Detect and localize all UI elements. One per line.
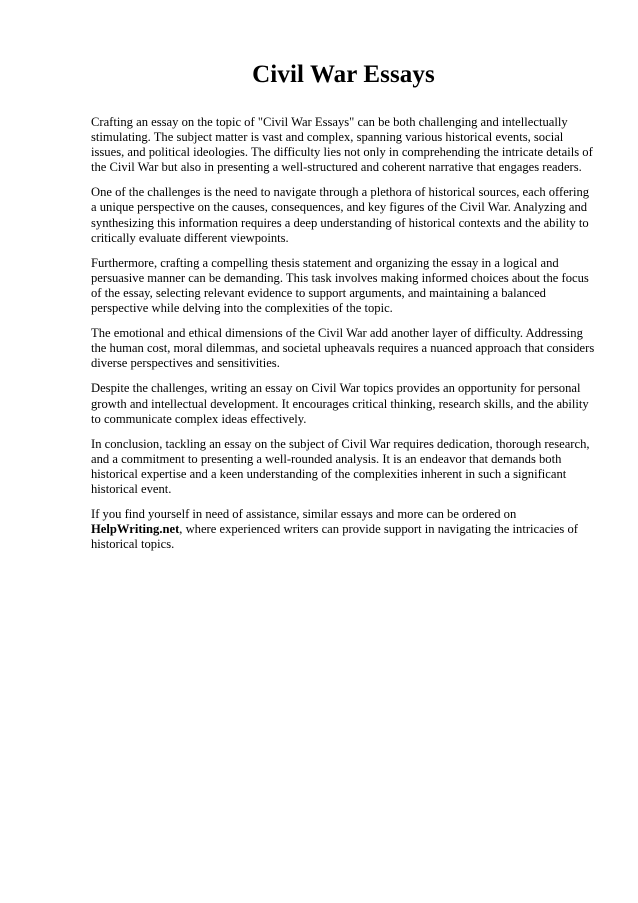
paragraph-intro: Crafting an essay on the topic of "Civil War Essays" can be both challenging and intellectually stimulating. The subject matter is vast and complex, spanning various historical events, social issues, and political ideologies. The difficulty lies not only in comprehending the intricate details of the Civil War but also in presenting a well-structured and coherent narrative that engages readers. — [91, 115, 593, 175]
closing-text-after: , where experienced writers can provide support in navigating the intricacies of historical topics. — [91, 522, 578, 552]
document-page — [91, 58, 596, 562]
paragraph-thesis: Furthermore, crafting a compelling thesis statement and organizing the essay in a logical and persuasive manner can be demanding. This task involves making informed choices about the focus of the essay, selecting relevant evidence to support arguments, and maintaining a balanced perspective while delving into the complexities of the topic. — [91, 255, 589, 316]
paragraph-closing — [91, 507, 596, 552]
paragraph-ethics: The emotional and ethical dimensions of the Civil War add another layer of difficulty. Addressing the human cost, moral dilemmas, and societal upheavals requires a nuanced approach that considers diverse perspectives and sensitivities. — [91, 326, 595, 371]
document-title: Civil War Essays — [252, 61, 435, 88]
closing-text-before: If you find yourself in need of assistance, similar essays and more can be ordered on — [91, 507, 517, 522]
brand-name: HelpWriting.net — [91, 522, 180, 537]
paragraph-sources: One of the challenges is the need to navigate through a plethora of historical sources, each offering a unique perspective on the causes, consequences, and key figures of the Civil War. Analyzing and synthesizing this information requires a deep understanding of historical contexts and the ability to critically evaluate different viewpoints. — [91, 185, 590, 245]
paragraph-opportunity: Despite the challenges, writing an essay on Civil War topics provides an opportunity for personal growth and intellectual development. It encourages critical thinking, research skills, and the ability to communicate complex ideas effectively. — [91, 381, 589, 426]
paragraph-conclusion: In conclusion, tackling an essay on the subject of Civil War requires dedication, thorough research, and a commitment to presenting a well-rounded analysis. It is an endeavor that demands both historical expertise and a keen understanding of the complexities inherent in such a significant historical event. — [91, 436, 590, 496]
